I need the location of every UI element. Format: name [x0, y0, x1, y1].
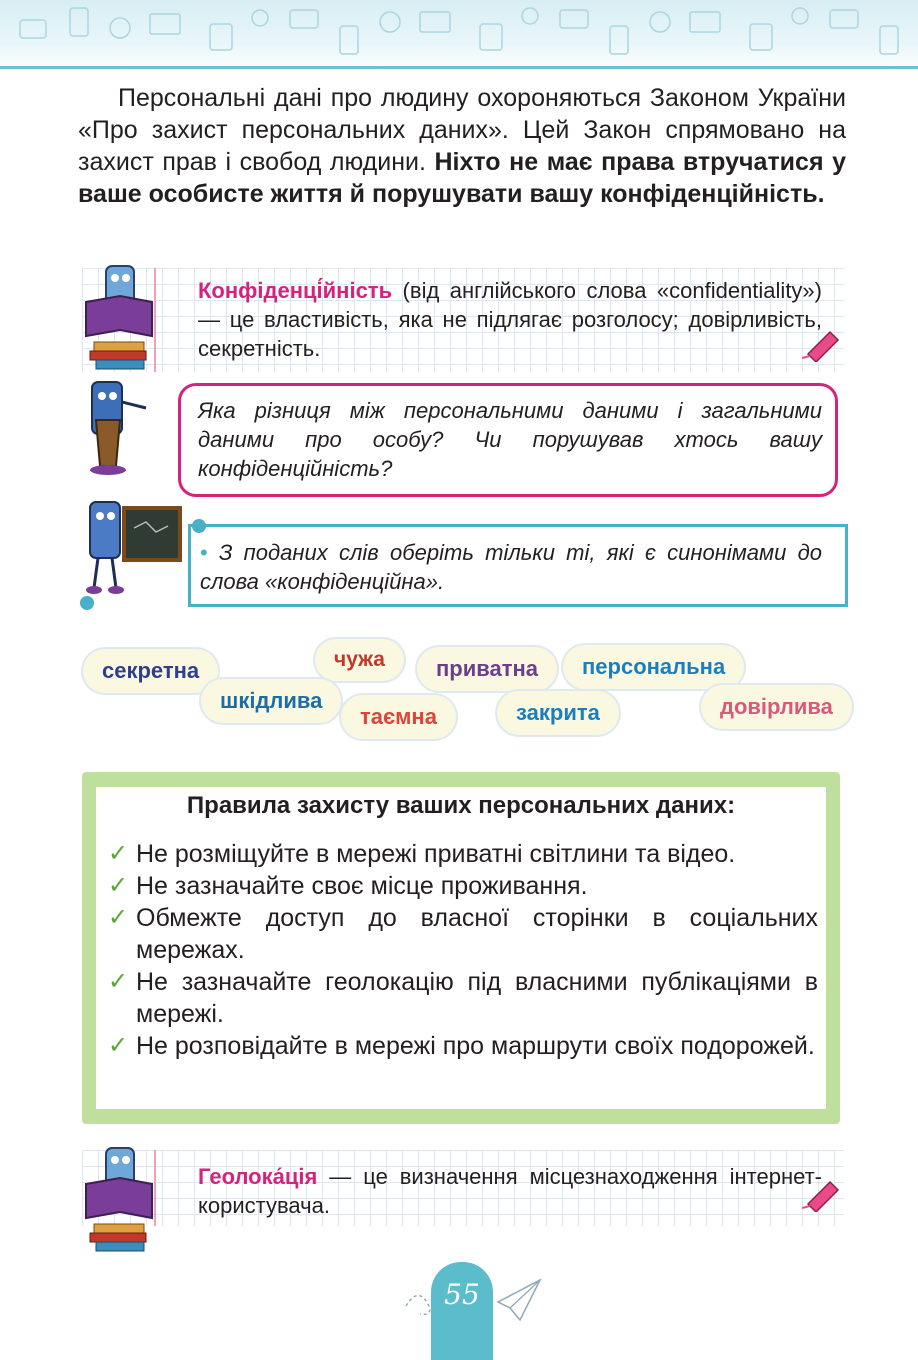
word-cloud-private	[420, 650, 554, 688]
definition-body: — це визначення місцезнаходження інтернет-користувача.	[198, 1164, 822, 1218]
word-harmful: шкідлива	[220, 688, 323, 713]
word-hidden: таємна	[360, 704, 437, 729]
word-closed: закрита	[516, 700, 600, 725]
rule-item	[108, 1030, 818, 1062]
word-secret: секретна	[102, 658, 200, 683]
task-bottom-dot	[80, 596, 94, 610]
definition-text-confidentiality	[198, 276, 822, 363]
word-trusting: довірлива	[720, 694, 833, 719]
page-header-decoration	[0, 0, 918, 72]
rule-item	[108, 902, 818, 966]
word-cloud-personal	[566, 648, 741, 686]
marker-pen-icon	[800, 328, 842, 362]
rule-text: Не зазначайте геолокацію під власними публікаціями в мережі.	[136, 968, 818, 1028]
page-number-tab	[431, 1262, 493, 1360]
gadget-pattern-icon	[0, 0, 918, 66]
word-cloud-harmful	[204, 682, 338, 720]
checkmark-icon: ✓	[108, 968, 129, 995]
rules-title: Правила захисту ваших персональних даних:	[186, 792, 736, 819]
question-text: Яка різниця між персональними даними і загальними даними про особу? Чи порушував хтось вашу конфіденційність?	[198, 398, 822, 481]
word-cloud-alien	[318, 642, 401, 678]
robot-teacher-chalkboard-icon	[80, 498, 184, 598]
definition-text-geolocation	[198, 1162, 822, 1220]
bullet-icon: •	[200, 540, 208, 565]
intro-paragraph	[78, 82, 846, 210]
task-text	[200, 538, 822, 596]
term-geolocation: Геолока́ція	[198, 1164, 318, 1189]
rule-item	[108, 870, 818, 902]
checkmark-icon: ✓	[108, 840, 129, 867]
term-confidentiality: Конфіденці́йність	[198, 278, 393, 303]
checkmark-icon: ✓	[108, 872, 129, 899]
rule-text: Обмежте доступ до власної сторінки в соціальних мережах.	[136, 904, 818, 964]
intro-text: Персональні дані про людину охороняються Законом України «Про захист персональних даних». Цей Закон спрямовано на захист прав і свобод людини.	[78, 84, 846, 176]
checkmark-icon: ✓	[108, 904, 129, 931]
rule-item	[108, 838, 818, 870]
task-body: З поданих слів оберіть тільки ті, які є синонімами до слова «конфіденційна».	[200, 540, 822, 594]
word-cloud-trusting	[704, 688, 849, 726]
robot-reading-book-icon	[80, 262, 158, 372]
task-top-dot	[192, 519, 206, 533]
rule-text: Не розповідайте в мережі про маршрути своїх подорожей.	[136, 1032, 815, 1060]
word-alien: чужа	[334, 648, 385, 671]
word-private: приватна	[436, 656, 539, 681]
rule-item	[108, 966, 818, 1030]
rule-text: Не зазначайте своє місце проживання.	[136, 872, 588, 900]
marker-pen-icon	[800, 1178, 842, 1212]
page-number: 55	[444, 1278, 480, 1311]
robot-at-podium-icon	[80, 378, 150, 478]
word-cloud-secret	[86, 652, 215, 690]
word-cloud-hidden	[344, 698, 453, 736]
intro-bold-text: Ніхто не має права втручатися у ваше особисте життя й порушувати вашу конфіденційність.	[78, 148, 847, 208]
word-cloud-closed	[500, 694, 616, 732]
definition-body: (від англійського слова «confidentiality») — це властивість, яка не підлягає розголосу; довірливість, секретність.	[198, 278, 822, 361]
header-rule	[0, 66, 918, 69]
robot-reading-book-icon	[80, 1144, 158, 1254]
rule-text: Не розміщуйте в мережі приватні світлини та відео.	[136, 840, 736, 868]
word-personal: персональна	[582, 654, 726, 679]
checkmark-icon: ✓	[108, 1032, 129, 1059]
